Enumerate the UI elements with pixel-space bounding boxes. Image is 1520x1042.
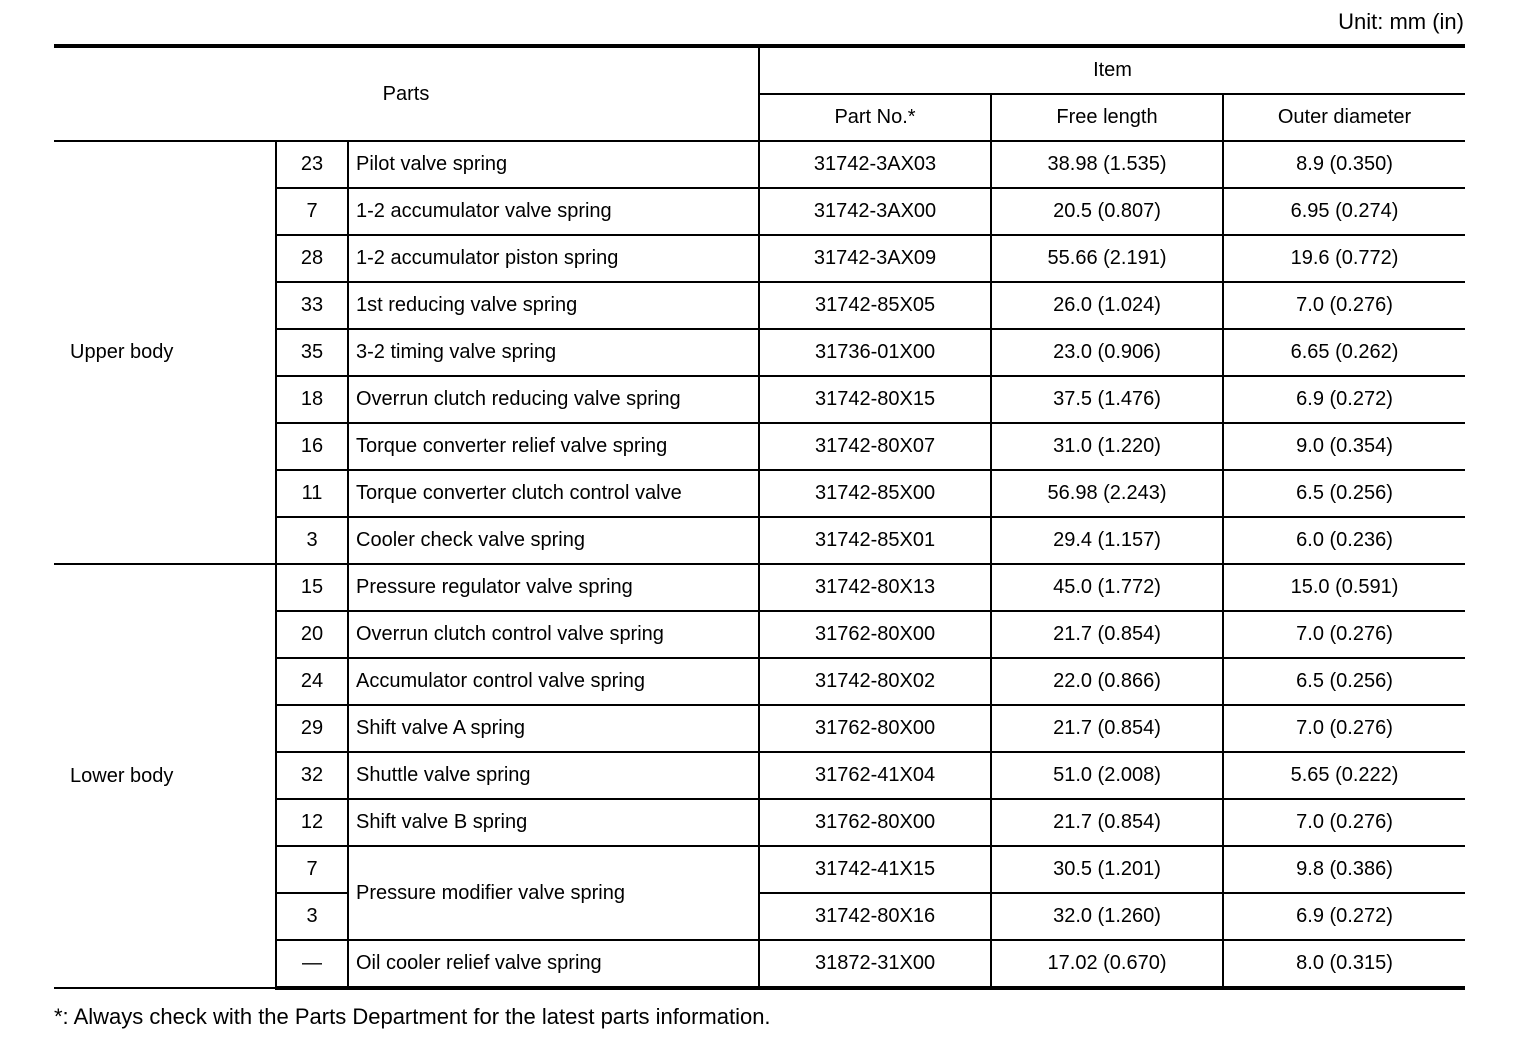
outer-diameter-value: 8.9 (0.350) (1223, 141, 1465, 188)
ref-number: 7 (276, 846, 348, 893)
part-name: Accumulator control valve spring (348, 658, 759, 705)
free-length-header: Free length (991, 94, 1223, 141)
free-length-value: 45.0 (1.772) (991, 564, 1223, 611)
part-name: Pressure modifier valve spring (348, 846, 759, 940)
item-header: Item (759, 46, 1465, 94)
ref-number: 33 (276, 282, 348, 329)
part-number: 31742-80X02 (759, 658, 991, 705)
part-name: 1-2 accumulator valve spring (348, 188, 759, 235)
ref-number: 3 (276, 517, 348, 564)
free-length-value: 17.02 (0.670) (991, 940, 1223, 988)
ref-number: 12 (276, 799, 348, 846)
ref-number: — (276, 940, 348, 988)
outer-diameter-value: 7.0 (0.276) (1223, 611, 1465, 658)
outer-diameter-value: 5.65 (0.222) (1223, 752, 1465, 799)
free-length-value: 26.0 (1.024) (991, 282, 1223, 329)
ref-number: 7 (276, 188, 348, 235)
part-number: 31762-80X00 (759, 799, 991, 846)
part-number: 31762-80X00 (759, 705, 991, 752)
part-number: 31742-80X07 (759, 423, 991, 470)
group-label-upper-body: Upper body (54, 141, 276, 564)
free-length-value: 38.98 (1.535) (991, 141, 1223, 188)
part-name: Shuttle valve spring (348, 752, 759, 799)
free-length-value: 29.4 (1.157) (991, 517, 1223, 564)
ref-number: 29 (276, 705, 348, 752)
free-length-value: 23.0 (0.906) (991, 329, 1223, 376)
part-number: 31742-85X05 (759, 282, 991, 329)
outer-diameter-value: 7.0 (0.276) (1223, 282, 1465, 329)
part-name: Overrun clutch reducing valve spring (348, 376, 759, 423)
ref-number: 16 (276, 423, 348, 470)
ref-number: 28 (276, 235, 348, 282)
part-number: 31742-85X00 (759, 470, 991, 517)
free-length-value: 51.0 (2.008) (991, 752, 1223, 799)
part-no-header: Part No.* (759, 94, 991, 141)
footnote: *: Always check with the Parts Department for the latest parts information. (54, 1004, 771, 1029)
outer-diameter-value: 6.5 (0.256) (1223, 470, 1465, 517)
part-number: 31742-3AX00 (759, 188, 991, 235)
ref-number: 35 (276, 329, 348, 376)
part-number: 31742-80X16 (759, 893, 991, 940)
part-number: 31762-41X04 (759, 752, 991, 799)
outer-diameter-value: 6.9 (0.272) (1223, 376, 1465, 423)
part-number: 31742-80X15 (759, 376, 991, 423)
free-length-value: 37.5 (1.476) (991, 376, 1223, 423)
part-name: Torque converter clutch control valve (348, 470, 759, 517)
outer-diameter-header: Outer diameter (1223, 94, 1465, 141)
parts-header: Parts (54, 46, 759, 141)
free-length-value: 21.7 (0.854) (991, 611, 1223, 658)
outer-diameter-value: 9.8 (0.386) (1223, 846, 1465, 893)
ref-number: 32 (276, 752, 348, 799)
free-length-value: 55.66 (2.191) (991, 235, 1223, 282)
outer-diameter-value: 6.0 (0.236) (1223, 517, 1465, 564)
free-length-value: 30.5 (1.201) (991, 846, 1223, 893)
part-name: Shift valve B spring (348, 799, 759, 846)
outer-diameter-value: 6.65 (0.262) (1223, 329, 1465, 376)
part-number: 31742-80X13 (759, 564, 991, 611)
part-number: 31742-41X15 (759, 846, 991, 893)
ref-number: 20 (276, 611, 348, 658)
part-name: Cooler check valve spring (348, 517, 759, 564)
part-number: 31762-80X00 (759, 611, 991, 658)
spring-spec-table (54, 44, 1465, 990)
ref-number: 24 (276, 658, 348, 705)
part-name: 3-2 timing valve spring (348, 329, 759, 376)
part-name: 1st reducing valve spring (348, 282, 759, 329)
group-label-lower-body: Lower body (54, 564, 276, 988)
outer-diameter-value: 6.9 (0.272) (1223, 893, 1465, 940)
outer-diameter-value: 15.0 (0.591) (1223, 564, 1465, 611)
ref-number: 3 (276, 893, 348, 940)
outer-diameter-value: 7.0 (0.276) (1223, 705, 1465, 752)
free-length-value: 21.7 (0.854) (991, 705, 1223, 752)
table-row (54, 564, 1465, 611)
outer-diameter-value: 8.0 (0.315) (1223, 940, 1465, 988)
outer-diameter-value: 6.95 (0.274) (1223, 188, 1465, 235)
free-length-value: 32.0 (1.260) (991, 893, 1223, 940)
outer-diameter-value: 9.0 (0.354) (1223, 423, 1465, 470)
free-length-value: 31.0 (1.220) (991, 423, 1223, 470)
part-name: Pressure regulator valve spring (348, 564, 759, 611)
part-name: Oil cooler relief valve spring (348, 940, 759, 988)
ref-number: 15 (276, 564, 348, 611)
outer-diameter-value: 6.5 (0.256) (1223, 658, 1465, 705)
part-name: Pilot valve spring (348, 141, 759, 188)
part-name: Shift valve A spring (348, 705, 759, 752)
free-length-value: 22.0 (0.866) (991, 658, 1223, 705)
part-name: Torque converter relief valve spring (348, 423, 759, 470)
part-number: 31872-31X00 (759, 940, 991, 988)
part-number: 31736-01X00 (759, 329, 991, 376)
table-row (54, 141, 1465, 188)
ref-number: 23 (276, 141, 348, 188)
part-name: Overrun clutch control valve spring (348, 611, 759, 658)
ref-number: 11 (276, 470, 348, 517)
free-length-value: 21.7 (0.854) (991, 799, 1223, 846)
part-number: 31742-3AX09 (759, 235, 991, 282)
unit-label: Unit: mm (in) (1338, 9, 1464, 34)
part-number: 31742-85X01 (759, 517, 991, 564)
free-length-value: 20.5 (0.807) (991, 188, 1223, 235)
outer-diameter-value: 19.6 (0.772) (1223, 235, 1465, 282)
part-name: 1-2 accumulator piston spring (348, 235, 759, 282)
ref-number: 18 (276, 376, 348, 423)
part-number: 31742-3AX03 (759, 141, 991, 188)
outer-diameter-value: 7.0 (0.276) (1223, 799, 1465, 846)
free-length-value: 56.98 (2.243) (991, 470, 1223, 517)
